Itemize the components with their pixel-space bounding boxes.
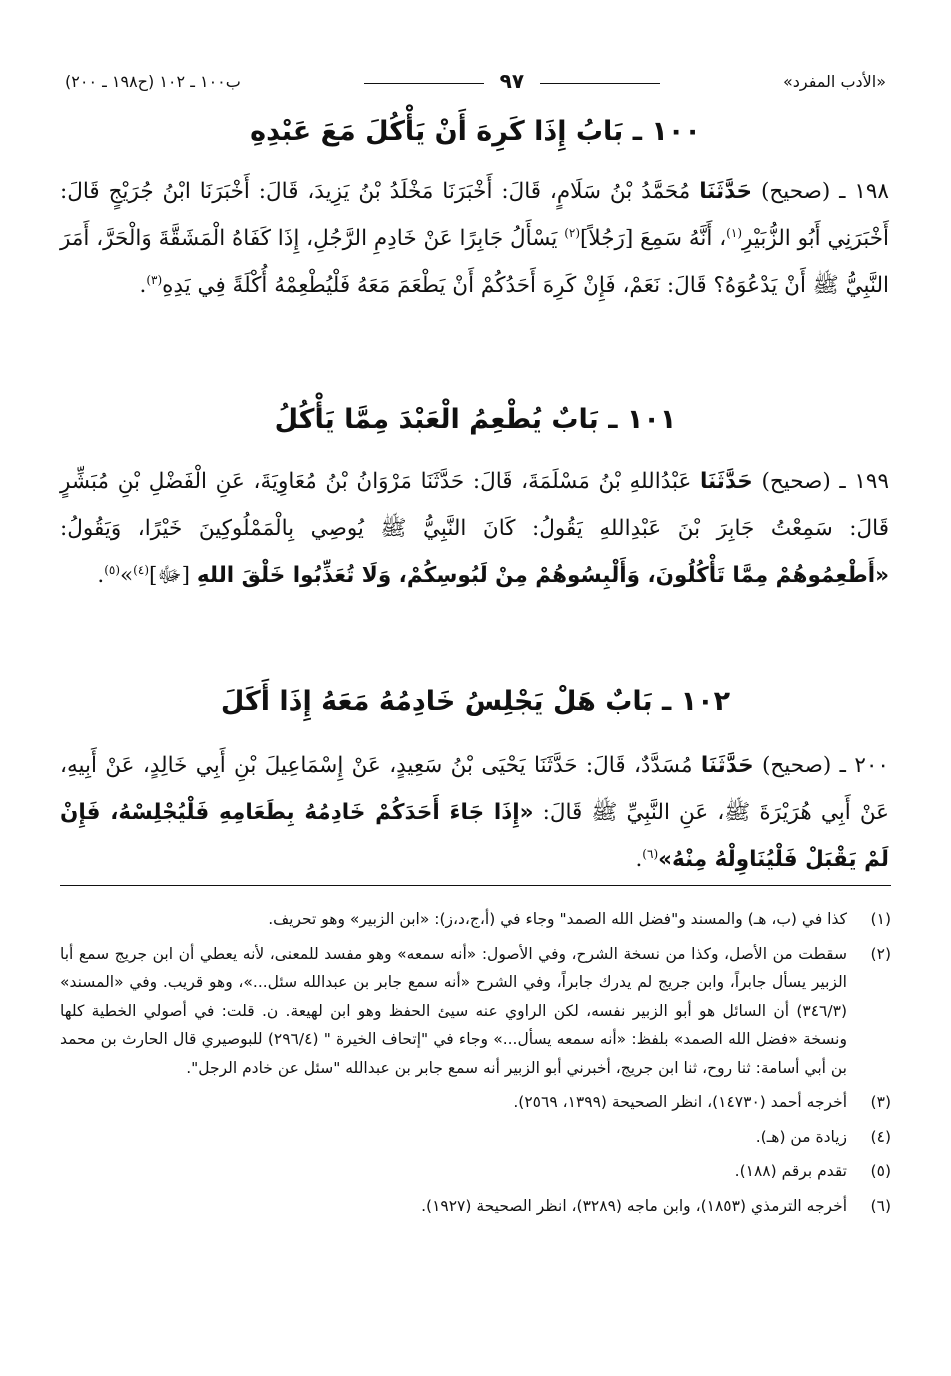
header-range: ب١٠٠ ـ ١٠٢ (ح١٩٨ ـ ٢٠٠) [65,71,241,91]
footnote-text: زيادة من (هـ). [755,1127,847,1146]
hadith-text: مُسَدَّدٌ، قَالَ: حَدَّثَنَا يَحْيَى بْنُ سَعِيدٍ، عَنْ إِسْمَاعِيلَ بْنِ أَبِي خَالِدٍ، عَنْ أَبِيهِ، عَنْ أَبِي هُرَيْرَةَ ﷺ، عَنِ النَّبِيِّ ﷺ قَالَ: [60,753,890,825]
footnote-ref-4[interactable]: (٤) [133,562,149,577]
hadith-quote: «أَطْعِمُوهُمْ مِمَّا تَأْكُلُونَ، وَأَلْبِسُوهُمْ مِنْ لَبُوسِكُمْ، وَلَا تُعَذِّبُوا خَلْقَ اللهِ [196,563,889,588]
footnote-text: أخرجه أحمد (١٤٧٣٠)، انظر الصحيحة (١٣٩٩، ٢٥٦٩). [513,1093,847,1111]
hadith-haddathana: حَدَّثَنَا [700,753,754,778]
hadith-end: . [97,563,105,588]
header-center-group [354,69,670,93]
running-header [65,62,886,100]
footnote-text: كذا في (ب، هـ) والمسند و"فضل الله الصمد" وجاء في (أ،ج،د،ز): «ابن الزبير» وهو تحريف. [268,910,847,928]
footnote-number: (٤) [870,1127,891,1146]
hadith-haddathana: حَدَّثَنَا [699,469,753,494]
hadith-end: . [635,847,643,872]
hadith-bracket: [ﷻ] [149,563,197,588]
header-page-number: ٩٧ [499,69,525,93]
footnote-number: (٦) [870,1196,891,1215]
chapter-title-101: ١٠١ ـ بَابٌ يُطْعِمُ الْعَبْدَ مِمَّا يَأْكُلُ [274,404,677,435]
footnote-ref-2[interactable]: (٢) [564,225,581,240]
footnote-text: تقدم برقم (١٨٨). [734,1162,847,1180]
hadith-number: ١٩٨ ـ [839,179,889,204]
hadith-quote: «إِذَا جَاءَ أَحَدَكُمْ خَادِمُهُ بِطَعَامِهِ فَلْيُجْلِسْهُ، فَإِنْ لَمْ يَقْبَلْ فَلْيُنَاوِلْهُ مِنْهُ» [60,800,889,872]
hadith-number: ١٩٩ ـ [839,469,889,494]
hadith-number: ٢٠٠ ـ [839,753,889,778]
hadith-haddathana: حَدَّثَنَا [699,179,753,204]
hadith-grade: (صحيح) [762,753,832,778]
footnote-divider [60,885,891,886]
hadith-200 [60,742,889,883]
footnote-item [60,1088,891,1117]
header-rule-right [540,83,660,84]
footnote-item [60,905,891,934]
hadith-text: ، أَنَّهُ سَمِعَ [رَجُلاً] [580,226,727,251]
footnote-number: (٢) [870,944,891,963]
footnote-item [60,1192,891,1221]
header-book-title: «الأدب المفرد» [782,71,886,91]
footnote-text: سقطت من الأصل، وكذا من نسخة الشرح، وفي الأصول: «أنه سمعه» وهو مفسد للمعنى، لأنه يعطي أن ابن جريج سمع أبا الزبير يسأل جابراً، وابن جريج لم يدرك جابراً، وفي الشرح «أنه سمع جابر بن عبدالله سئل...»، وهو قريب. وفي «المسند» (٣٤٦/٣) أن السائل هو أبو الزبير نفسه، لكن الراوي عنه سيئ الحفظ وهو ابن لهيعة. ن. قلت: في أصولي الخطية كلها ونسخة «فضل الله الصمد» بلفظ: «أنه سمعه يسأل...» وجاء في "إتحاف الخيرة " (٢٩٦/٤) للبوصيري قال الحارث بن محمد بن أبي أسامة: ثنا روح، ثنا ابن جريج، أخبرني أبو الزبير أنه سمع جابر بن عبدالله "سئل عن خادم الرجل". [60,944,847,1077]
footnotes [60,905,891,1226]
footnote-number: (٣) [870,1093,891,1111]
hadith-grade: (صحيح) [760,179,831,204]
footnote-ref-6[interactable]: (٦) [642,846,659,861]
footnote-ref-3[interactable]: (٣) [146,272,163,287]
hadith-close-quote: » [120,563,134,588]
hadith-text: مُحَمَّدُ بْنُ سَلَامٍ، قَالَ: أَخْبَرَنَا مَخْلَدُ بْنُ يَزِيدَ، قَالَ: أَخْبَرَنَا ابْنُ جُرَيْجٍ قَالَ: أَخْبَرَنِي أَبُو الزُّبَيْرِ [60,179,889,251]
footnote-item [60,1157,891,1186]
footnote-number: (١) [870,910,891,928]
footnote-ref-1[interactable]: (١) [726,225,742,240]
chapter-title-100: ١٠٠ ـ بَابُ إِذَا كَرِهَ أَنْ يَأْكُلَ مَعَ عَبْدِهِ [250,116,701,147]
footnote-item [60,940,891,1083]
hadith-199 [60,458,889,599]
hadith-text: يَسْأَلُ جَابِرًا عَنْ خَادِمِ الرَّجُلِ، إِذَا كَفَاهُ الْمَشَقَّةَ وَالْحَرَّ، أَمَرَ النَّبِيُّ ﷺ أَنْ يَدْعُوَهُ؟ قَالَ: نَعَمْ، فَإِنْ كَرِهَ أَحَدُكُمْ أَنْ يَطْعَمَ مَعَهُ فَلْيُطْعِمْهُ أُكْلَةً فِي يَدِهِ [60,226,889,298]
chapter-title-102: ١٠٢ ـ بَابٌ هَلْ يَجْلِسُ خَادِمُهُ مَعَهُ إِذَا أَكَلَ [220,686,731,717]
header-rule-left [364,83,484,84]
footnote-number: (٥) [870,1162,891,1180]
footnote-text: أخرجه الترمذي (١٨٥٣)، وابن ماجه (٣٢٨٩)، انظر الصحيحة (١٩٢٧). [421,1196,847,1215]
hadith-grade: (صحيح) [761,469,831,494]
hadith-198 [60,168,889,309]
hadith-text: عَبْدُاللهِ بْنُ مَسْلَمَةَ، قَالَ: حَدَّثَنَا مَرْوَانُ بْنُ مُعَاوِيَةَ، عَنِ الْفَضْلِ بْنِ مُبَشِّرٍ قَالَ: سَمِعْتُ جَابِرَ بْنَ عَبْدِاللهِ يَقُولُ: كَانَ النَّبِيُّ ﷺ يُوصِي بِالْمَمْلُوكِينَ خَيْرًا، وَيَقُولُ: [60,469,889,541]
footnote-item [60,1123,891,1152]
hadith-end: . [139,273,147,298]
footnote-ref-5[interactable]: (٥) [104,562,121,577]
